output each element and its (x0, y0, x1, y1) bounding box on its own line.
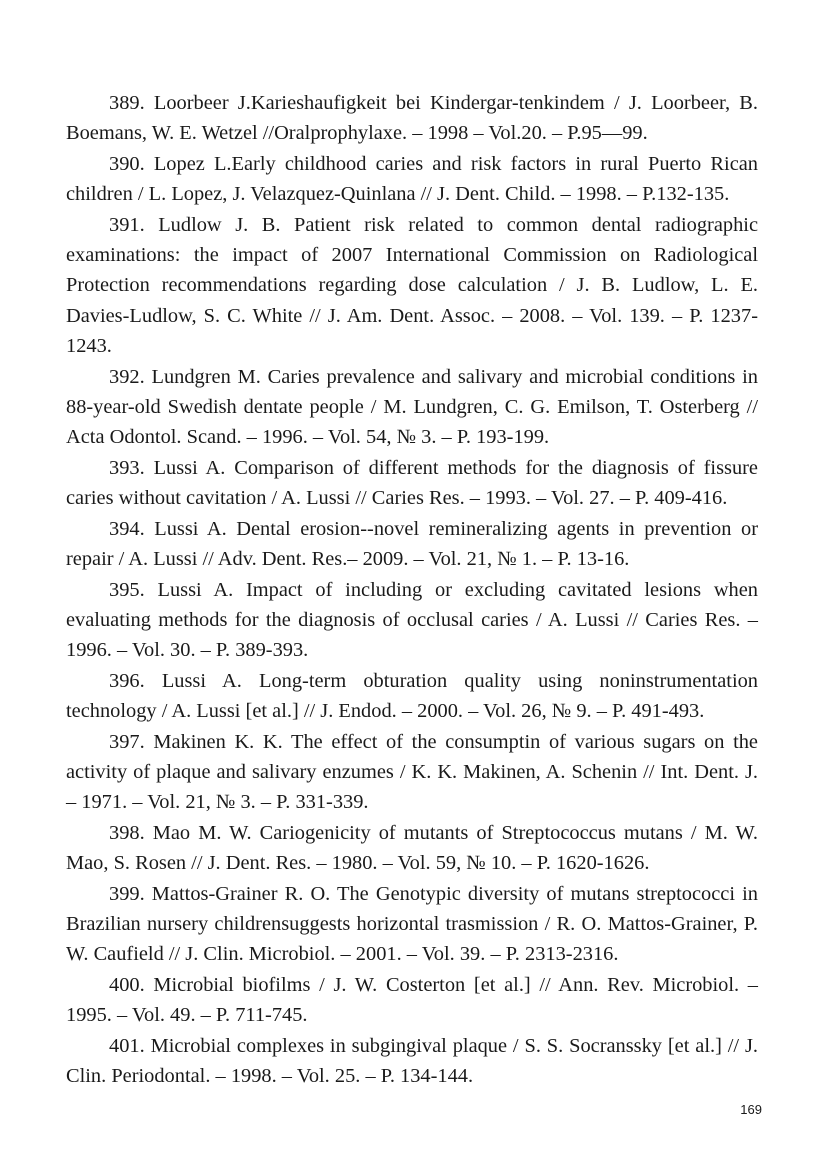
reference-item: 396. Lussi A. Long-term obturation quality using noninstrumentation technology / A. Lussi [et al.] // J. Endod. – 2000. – Vol. 26, № 9. – P. 491-493. (66, 669, 758, 723)
reference-list (66, 88, 758, 1091)
page-number: 169 (740, 1102, 762, 1117)
reference-item: 391. Ludlow J. B. Patient risk related to common dental radiographic examinations: the impact of 2007 International Commission on Radiological Protection recommendations regarding dose calculation / J. B. Ludlow, L. E. Davies-Ludlow, S. C. White // J. Am. Dent. Assoc. – 2008. – Vol. 139. – P. 1237-1243. (66, 213, 758, 358)
reference-item: 394. Lussi A. Dental erosion--novel remineralizing agents in prevention or repair / A. Lussi // Adv. Dent. Res.– 2009. – Vol. 21, № 1. – P. 13-16. (66, 517, 758, 571)
reference-item: 392. Lundgren M. Caries prevalence and salivary and microbial conditions in 88-year-old Swedish dentate people / M. Lundgren, C. G. Emilson, T. Osterberg // Acta Odontol. Scand. – 1996. – Vol. 54, № 3. – P. 193-199. (66, 365, 758, 449)
document-page (66, 88, 758, 1091)
reference-item: 399. Mattos-Grainer R. O. The Genotypic diversity of mutans streptococci in Brazilian nursery childrensuggests horizontal trasmission / R. O. Mattos-Grainer, P. W. Caufield // J. Clin. Microbiol. – 2001. – Vol. 39. – P. 2313-2316. (66, 882, 758, 966)
reference-item: 395. Lussi A. Impact of including or excluding cavitated lesions when evaluating methods for the diagnosis of occlusal caries / A. Lussi // Caries Res. – 1996. – Vol. 30. – P. 389-393. (66, 578, 758, 662)
reference-item: 393. Lussi A. Comparison of different methods for the diagnosis of fissure caries without cavitation / A. Lussi // Caries Res. – 1993. – Vol. 27. – P. 409-416. (66, 456, 758, 510)
reference-item: 401. Microbial complexes in subgingival plaque / S. S. Socranssky [et al.] // J. Clin. Periodontal. – 1998. – Vol. 25. – P. 134-144. (66, 1034, 758, 1087)
reference-item: 400. Microbial biofilms / J. W. Costerton [et al.] // Ann. Rev. Microbiol. – 1995. – Vol. 49. – P. 711-745. (66, 973, 758, 1027)
reference-item: 398. Mao M. W. Cariogenicity of mutants of Streptococcus mutans / M. W. Mao, S. Rosen // J. Dent. Res. – 1980. – Vol. 59, № 10. – P. 1620-1626. (66, 821, 758, 875)
reference-item: 397. Makinen K. K. The effect of the consumptin of various sugars on the activity of plaque and salivary enzumes / K. K. Makinen, A. Schenin // Int. Dent. J. – 1971. – Vol. 21, № 3. – P. 331-339. (66, 730, 758, 814)
reference-item: 390. Lopez L.Early childhood caries and risk factors in rural Puerto Rican children / L. Lopez, J. Velazquez-Quinlana // J. Dent. Child. – 1998. – P.132-135. (66, 152, 758, 206)
reference-item: 389. Loorbeer J.Karieshaufigkeit bei Kindergar-tenkindem / J. Loorbeer, B. Boemans, W. E. Wetzel //Oralprophylaxe. – 1998 – Vol.20. – P.95—99. (66, 92, 758, 145)
